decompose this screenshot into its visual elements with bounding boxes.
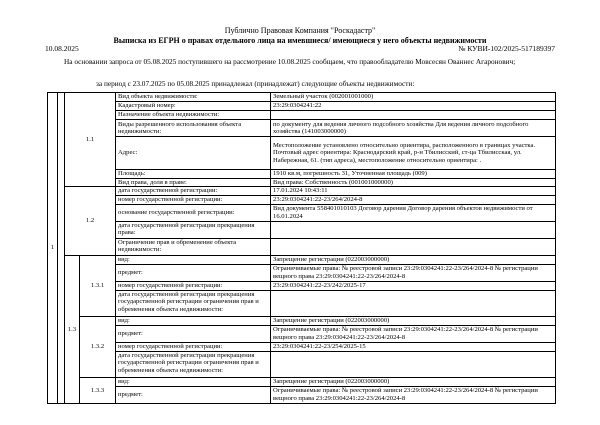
field-label: основание государственной регистрации: [116,204,271,221]
document-date: 10.08.2025 [45,44,79,53]
field-value: Ограничиваемые права: № реестровой записи 23:29:0304241:22-23/264/2024-8 № регистрации вещного права 23:29:0304241:22-23/264/2024-8 [271,386,556,403]
row-number: 1 [48,93,58,404]
subsection-number: 1.3.1 [80,255,116,316]
field-value [271,221,556,238]
field-value: 1910 кв.м, погрешность 31, Уточненная площадь (009) [271,170,556,179]
field-label: Вид объекта недвижимости: [116,93,271,102]
organization-name: Публично Правовая Компания "Роскадастр" [224,26,376,35]
field-label: номер государственной регистрации: [116,281,271,290]
document-title: Выписка из ЕГРН о правах отдельного лица на имевшиеся/ имеющиеся у него объекты недвижимости [113,36,487,45]
section-number: 1.1 [65,93,116,187]
field-label: номер государственной регистрации: [116,342,271,351]
field-value [271,111,556,120]
property-table [47,92,556,404]
intro-paragraph: На основании запроса от 05.08.2025 поступившего на рассмотрение 10.08.2025 сообщаем, что правообладателю Мовсесян Ованнес Агаронович; [64,57,516,66]
section-number: 1.3 [65,255,80,403]
field-value: Ограничиваемые права: № реестровой записи 23:29:0304241:22-23/264/2024-8 № регистрации вещного права 23:29:0304241:22-23/264/2024-8 [271,264,556,281]
field-label: Площадь: [116,170,271,179]
field-label: вид: [116,377,271,386]
field-label: дата государственной регистрации: [116,187,271,195]
field-label: дата государственной регистрации прекращения права: [116,221,271,238]
field-value: Ограничиваемые права: № реестровой записи 23:29:0304241:22-23/264/2024-8 № регистрации вещного права 23:29:0304241:22-23/264/2024-8 [271,325,556,342]
field-value: Запрещение регистрации (022003000000) [271,377,556,386]
field-value: Вид права: Собственность (001001000000) [271,179,556,187]
field-value: Запрещение регистрации (022003000000) [271,255,556,264]
field-value: 23:29:0304241:22 [271,102,556,111]
field-value: 23:29:0304241:22-23/254/2025-15 [271,342,556,351]
field-value: Земельный участок (002001001000) [271,93,556,102]
field-label: Вид права, доля в праве: [116,179,271,187]
field-label: дата государственной регистрации прекращения государственной регистрации ограничения прав и обременения объекта недвижимости: [116,351,271,377]
document-number: № КУВИ-102/2025-517189397 [458,44,555,53]
field-label: Назначение объекта недвижимости: [116,111,271,120]
field-label: предмет: [116,264,271,281]
field-value: Вид документа 558401010103 Договор дарения Договор дарения объектов недвижимости от 16.01.2024 [271,204,556,221]
field-label: предмет: [116,325,271,342]
field-label: вид: [116,255,271,264]
field-label: номер государственной регистрации: [116,195,271,204]
field-value: 17.01.2024 10:43:11 [271,187,556,195]
field-value: Местоположение установлено относительно ориентира, расположенного в границах участка. Почтовый адрес ориентира: Краснодарский край, р-н Тбилисский, ст-ца Тбилисская, ул. Набережная, 61. (тип адреса), местоположение относительно ориентира: . [271,137,556,170]
field-label: вид: [116,316,271,325]
field-label: Кадастровый номер: [116,102,271,111]
section-number: 1.2 [65,187,116,255]
field-value: по документу для ведения личного подсобного хозяйства Для ведения личного подсобного хозяйства (141003000000) [271,120,556,137]
period-line: за период с 23.07.2025 по 05.08.2025 принадлежал (принадлежат) следующие объекты недвижимости: [96,79,415,88]
field-label: предмет: [116,386,271,403]
subsection-number: 1.3.2 [80,316,116,377]
field-label: Адрес: [116,137,271,170]
subsection-number: 1.3.3 [80,377,116,403]
field-value: 23:29:0304241:22-23/264/2024-8 [271,195,556,204]
field-label: Виды разрешенного использования объекта недвижимости: [116,120,271,137]
field-value: 23:29:0304241:22-23/242/2025-17 [271,281,556,290]
field-label: Ограничение прав и обременение объекта недвижимости: [116,238,271,255]
field-label: дата государственной регистрации прекращения государственной регистрации ограничения прав и обременения объекта недвижимости: [116,290,271,316]
field-value: Запрещение регистрации (022003000000) [271,316,556,325]
